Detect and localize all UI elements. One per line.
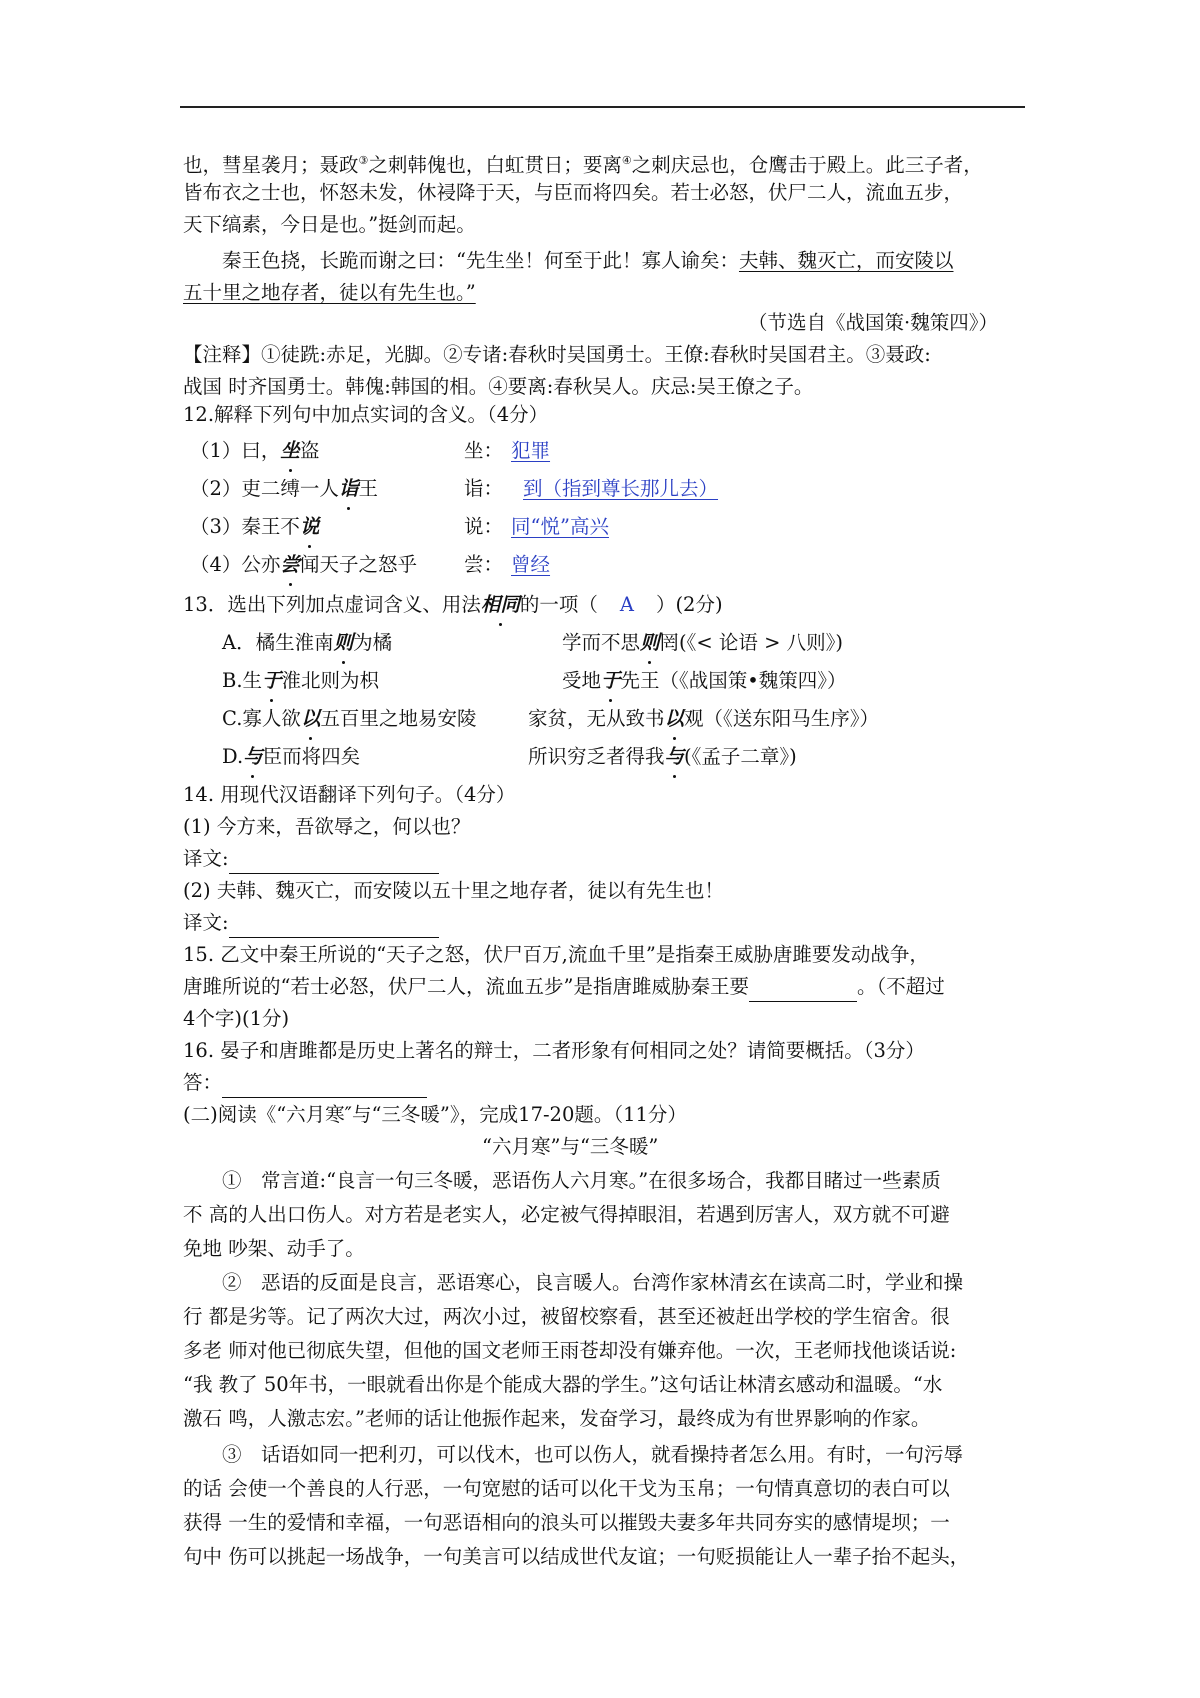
article-p1-line-2: 不 高的人出口伤人。对方若是老实人，必定被气得掉眼泪，若遇到厉害人，双方就不可避 (183, 1203, 950, 1226)
article-p1-line-3: 免地 吵架、动手了。 (183, 1237, 365, 1260)
article-title: “六月寒”与“三冬暖” (482, 1135, 659, 1158)
header-rule (180, 106, 1025, 108)
answer-blank[interactable] (229, 917, 439, 938)
section2-intro: (二)阅读《“六月寒″与“三冬暖”》，完成17-20题。（11分） (183, 1103, 687, 1126)
q15-line-3: 4个字)(1分) (183, 1007, 290, 1030)
notes-label: 【注释】 (183, 343, 262, 366)
q16-title: 16. 晏子和唐雎都是历史上著名的辩士，二者形象有何相同之处？请简要概括。（3分） (183, 1039, 925, 1062)
q12-answer-4: 曾经 (511, 553, 551, 576)
article-p2-line-1: ② 恶语的反面是良言，恶语寒心，良言暖人。台湾作家林清玄在读高二时，学业和操 (222, 1271, 964, 1294)
article-p1-line-1: ① 常言道:“良言一句三冬暖，恶语伤人六月寒。”在很多场合，我都目睹过一些素质 (222, 1169, 941, 1192)
q14-answer-1[interactable]: 译文: (183, 844, 439, 874)
passage-source: （节选自《战国策·魏策四》） (748, 311, 998, 334)
q12-answer-1: 犯罪 (511, 439, 551, 462)
notes-line-2: 战国 时齐国勇士。韩傀:韩国的相。④要离:春秋吴人。庆忌:吴王僚之子。 (183, 375, 814, 398)
article-p2-line-4: “我 教了 50年书，一眼就看出你是个能成大器的学生。”这句话让林清玄感动和温暖。“水 (183, 1373, 943, 1396)
article-p3-line-1: ③ 话语如同一把利刃，可以伐木，也可以伤人，就看操持者怎么用。有时，一句污辱 (222, 1443, 964, 1466)
q14-answer-2[interactable]: 译文: (183, 908, 439, 938)
passage-line-5: 五十里之地存者，徒以有先生也。” (183, 281, 476, 304)
passage-line-3: 天下缟素，今日是也。”挺剑而起。 (183, 213, 476, 236)
article-p3-line-4: 句中 伤可以挑起一场战争，一句美言可以结成世代友谊；一句贬损能让人一辈子抬不起头， (183, 1545, 970, 1568)
q12-answer-3: 同“悦”高兴 (511, 515, 609, 538)
answer-blank[interactable] (749, 981, 857, 1002)
answer-blank[interactable] (222, 1077, 427, 1098)
q14-sentence-2: (2) 夫韩、魏灭亡，而安陵以五十里之地存者，徒以有先生也！ (183, 879, 724, 902)
q14-sentence-1: (1) 今方来，吾欲辱之，何以也？ (183, 815, 471, 838)
q16-answer[interactable]: 答： (183, 1068, 427, 1098)
article-p3-line-3: 获得 一生的爱情和幸福，一句恶语相向的浪头可以摧毁夫妻多年共同夯实的感情堤坝；一 (183, 1511, 950, 1534)
article-p3-line-2: 的话 会使一个善良的人行恶，一句宽慰的话可以化干戈为玉帛；一句情真意切的表白可以 (183, 1477, 950, 1500)
passage-line-4: 秦王色挠，长跪而谢之曰：“先生坐！何至于此！寡人谕矣：夫韩、魏灭亡，而安陵以 (222, 249, 954, 272)
article-p2-line-5: 激石 鸣，人激志宏。”老师的话让他振作起来，发奋学习，最终成为有世界影响的作家。 (183, 1407, 931, 1430)
passage-line-2: 皆布衣之士也，怀怒未发，休祲降于天，与臣而将四矣。若士必怒，伏尸二人，流血五步， (183, 181, 964, 204)
q15-line-1: 15. 乙文中秦王所说的“天子之怒，伏尸百万,流血千里”是指秦王威胁唐雎要发动战争， (183, 943, 929, 966)
q12-title: 12.解释下列句中加点实词的含义。（4分） (183, 403, 549, 426)
answer-blank[interactable] (229, 853, 439, 874)
q13-title: 13．选出下列加点虚词含义、用法相同的一项（ A ）(2分) (183, 590, 723, 620)
article-p2-line-2: 行 都是劣等。记了两次大过，两次小过，被留校察看，甚至还被赶出学校的学生宿舍。很 (183, 1305, 950, 1328)
notes-line-1: 【注释】①徒跣:赤足，光脚。②专诸:春秋时吴国勇士。王僚:春秋时吴国君主。③聂政: (183, 343, 931, 366)
article-p2-line-3: 多老 师对他已彻底失望，但他的国文老师王雨苍却没有嫌弃他。一次，王老师找他谈话说: (183, 1339, 957, 1362)
q13-answer: A (619, 593, 634, 616)
q14-title: 14. 用现代汉语翻译下列句子。（4分） (183, 783, 516, 806)
passage-line-1: 也，彗星袭月；聂政③之刺韩傀也，白虹贯日；要离④之刺庆忌也，仓鹰击于殿上。此三子者， (183, 153, 983, 177)
q15-line-2: 唐雎所说的“若士必怒，伏尸二人，流血五步”是指唐雎威胁秦王要 。（不超过 (183, 972, 945, 1002)
q12-answer-2: 到（指到尊长那儿去） (523, 477, 719, 500)
